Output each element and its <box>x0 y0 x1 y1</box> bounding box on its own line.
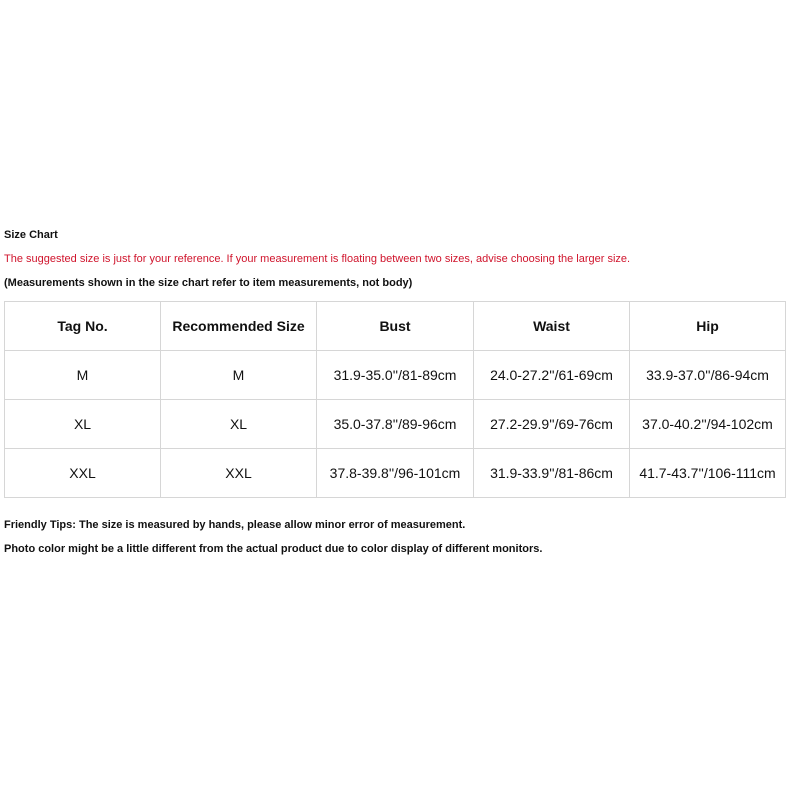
measurement-note: (Measurements shown in the size chart refer to item measurements, not body) <box>4 277 413 289</box>
cell-bust: 37.8-39.8''/96-101cm <box>317 449 474 498</box>
cell-recommended-size: XL <box>161 400 317 449</box>
cell-hip: 37.0-40.2''/94-102cm <box>630 400 786 449</box>
cell-waist: 27.2-29.9''/69-76cm <box>474 400 630 449</box>
cell-bust: 31.9-35.0''/81-89cm <box>317 351 474 400</box>
cell-tag-no: XL <box>5 400 161 449</box>
header-bust: Bust <box>317 302 474 351</box>
header-tag-no: Tag No. <box>5 302 161 351</box>
cell-hip: 33.9-37.0''/86-94cm <box>630 351 786 400</box>
header-recommended-size: Recommended Size <box>161 302 317 351</box>
table-row <box>5 400 786 449</box>
cell-tag-no: M <box>5 351 161 400</box>
size-table <box>4 301 786 498</box>
cell-waist: 31.9-33.9''/81-86cm <box>474 449 630 498</box>
friendly-tip: Friendly Tips: The size is measured by hands, please allow minor error of measurement. <box>4 519 466 531</box>
cell-recommended-size: XXL <box>161 449 317 498</box>
cell-tag-no: XXL <box>5 449 161 498</box>
table-row <box>5 351 786 400</box>
table-row <box>5 449 786 498</box>
header-waist: Waist <box>474 302 630 351</box>
color-note: Photo color might be a little different from the actual product due to color display of different monitors. <box>4 543 543 555</box>
cell-recommended-size: M <box>161 351 317 400</box>
cell-bust: 35.0-37.8''/89-96cm <box>317 400 474 449</box>
cell-hip: 41.7-43.7''/106-111cm <box>630 449 786 498</box>
header-hip: Hip <box>630 302 786 351</box>
table-header-row <box>5 302 786 351</box>
cell-waist: 24.0-27.2''/61-69cm <box>474 351 630 400</box>
size-reference-note: The suggested size is just for your reference. If your measurement is floating between two sizes, advise choosing the larger size. <box>4 253 631 265</box>
size-chart-title: Size Chart <box>4 229 58 241</box>
